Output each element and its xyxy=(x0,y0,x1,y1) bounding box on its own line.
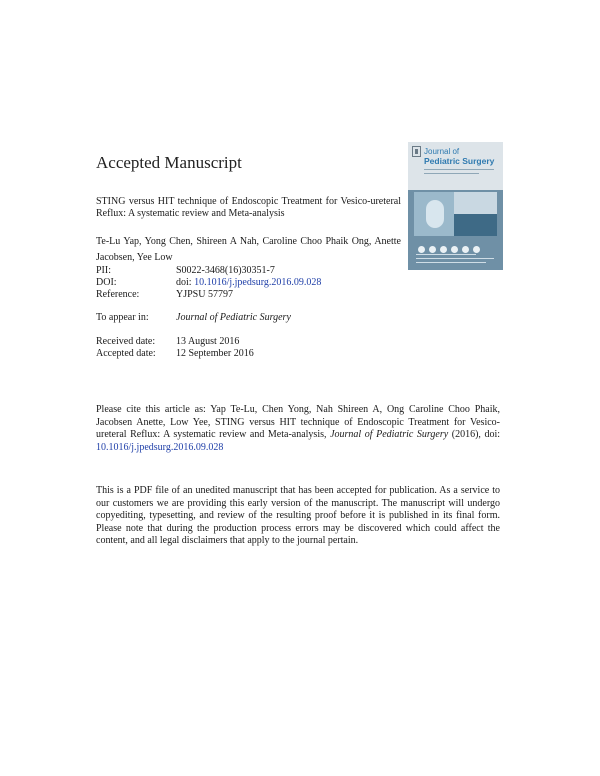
doi-label: DOI: xyxy=(96,277,117,288)
reference-value: YJPSU 57797 xyxy=(176,289,233,300)
received-value: 13 August 2016 xyxy=(176,336,240,347)
cover-society-icons xyxy=(418,240,494,250)
citation-doi-link[interactable]: 10.1016/j.jpedsurg.2016.09.028 xyxy=(96,441,224,453)
citation-text: Please cite this article as: Yap Te-Lu, Chen Yong, Nah Shireen A, Ong Caroline Choo Phaik, Jacobsen Anette, Low Yee, STING versus HIT technique of Endoscopic Treatment for Vesico-ureteral Reflux: A systematic review and Meta-analysis, xyxy=(96,404,500,440)
cover-rule xyxy=(424,173,479,174)
received-row xyxy=(96,336,239,348)
pii-row xyxy=(96,265,275,277)
cover-photo xyxy=(414,192,497,236)
article-title: STING versus HIT technique of Endoscopic Treatment for Vesico-ureteral Reflux: A systematic review and Meta-analysis xyxy=(96,196,401,219)
pii-value: S0022-3468(16)30351-7 xyxy=(176,265,275,276)
author-list: Te-Lu Yap, Yong Chen, Shireen A Nah, Caroline Choo Phaik Ong, Anette Jacobsen, Yee Low xyxy=(96,236,401,263)
cover-text-line xyxy=(416,258,494,259)
reference-row xyxy=(96,289,233,301)
journal-cover-image xyxy=(408,142,503,270)
appear-row xyxy=(96,312,291,324)
citation-year: (2016), doi: xyxy=(451,429,501,440)
doi-row xyxy=(96,277,321,289)
publisher-logo-icon xyxy=(412,146,421,157)
cover-journal-line2: Pediatric Surgery xyxy=(424,156,495,166)
reference-label: Reference: xyxy=(96,289,140,300)
received-label: Received date: xyxy=(96,336,156,347)
page-heading: Accepted Manuscript xyxy=(96,153,242,172)
citation-paragraph xyxy=(96,404,500,454)
accepted-value: 12 September 2016 xyxy=(176,348,254,359)
disclaimer-paragraph: This is a PDF file of an unedited manuscript that has been accepted for publication. As a service to our customers we are providing this early version of the manuscript. The manuscript will undergo copyediting, typesetting, and review of the resulting proof before it is published in its final form. Please note that during the production process errors may be discovered which could affect the content, and all legal disclaimers that apply to the journal pertain. xyxy=(96,485,500,546)
cover-journal-line1: Journal of xyxy=(424,147,460,156)
accepted-row xyxy=(96,348,254,360)
appear-value: Journal of Pediatric Surgery xyxy=(176,312,291,323)
cover-text-line xyxy=(416,262,486,263)
appear-label: To appear in: xyxy=(96,312,149,323)
pii-label: PII: xyxy=(96,265,111,276)
citation-journal: Journal of Pediatric Surgery xyxy=(330,429,449,440)
cover-header xyxy=(408,142,503,190)
cover-text-line xyxy=(416,254,476,255)
doi-prefix: doi: xyxy=(176,277,192,288)
doi-link[interactable]: 10.1016/j.jpedsurg.2016.09.028 xyxy=(194,277,322,288)
cover-rule xyxy=(424,169,494,170)
accepted-label: Accepted date: xyxy=(96,348,156,359)
